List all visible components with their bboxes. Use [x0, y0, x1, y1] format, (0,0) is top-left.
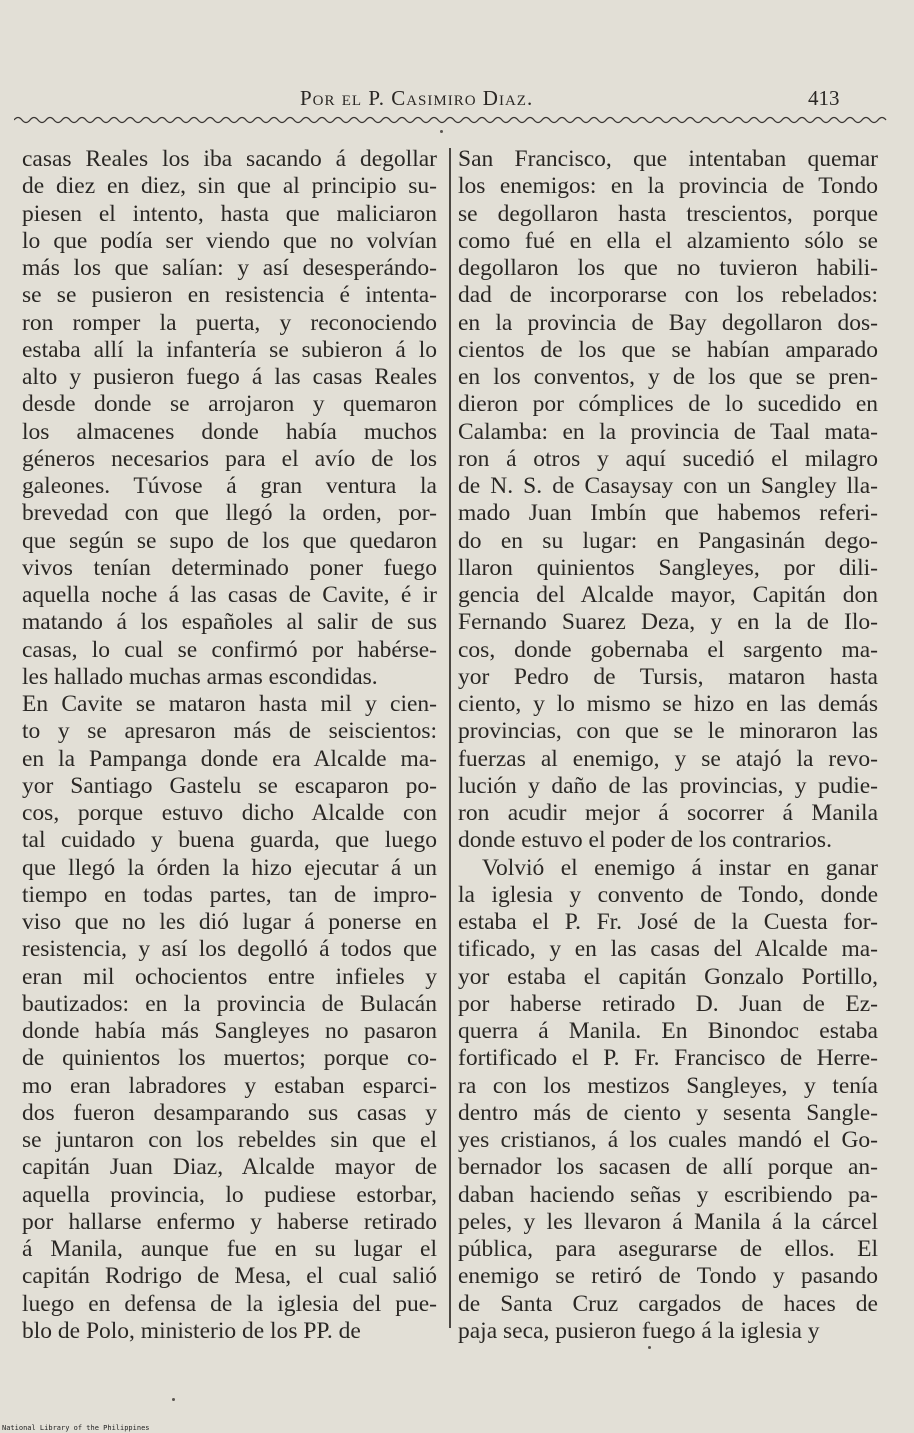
text-line: casas Reales los iba sacando á degollar — [22, 146, 437, 172]
text-line: bernador los sacasen de allí porque an- — [458, 1154, 878, 1181]
text-line: se degollaron hasta trescientos, porque — [458, 200, 878, 227]
text-line: brevedad con que llegó la orden, por- — [22, 500, 437, 527]
text-line: ron romper la puerta, y reconociendo — [22, 309, 437, 336]
text-line: aquella noche á las casas de Cavite, é ir — [22, 582, 437, 608]
text-line: ra con los mestizos Sangleyes, y tenía — [458, 1072, 878, 1099]
text-line: Calamba: en la provincia de Taal mata- — [458, 418, 878, 445]
text-line: de Santa Cruz cargados de haces de — [458, 1290, 878, 1317]
running-header: Por el P. Casimiro Diaz. — [300, 86, 534, 110]
text-line: ron á otros y aquí sucedió el milagro — [458, 445, 878, 472]
text-line: más los que salían: y así desesperándo- — [22, 255, 437, 281]
text-line: peles, y les llevaron á Manila á la cárcel — [458, 1208, 878, 1235]
text-line: en la provincia de Bay degollaron dos- — [458, 309, 878, 336]
text-line: los almacenes donde había muchos — [22, 418, 437, 445]
text-line: á Manila, aunque fue en su lugar el — [22, 1236, 437, 1262]
text-line: tal cuidado y buena guarda, que luego — [22, 827, 437, 854]
column-divider — [449, 148, 451, 1328]
text-line: mado Juan Imbín que habemos referi- — [458, 500, 878, 527]
text-line: matando á los españoles al salir de sus — [22, 609, 437, 636]
text-line: do en su lugar: en Pangasinán dego- — [458, 527, 878, 554]
text-line: donde había más Sangleyes no pasaron — [22, 1018, 437, 1044]
text-line: que según se supo de los que quedaron — [22, 527, 437, 554]
text-line: de diez en diez, sin que al principio su- — [22, 173, 437, 200]
text-line: estaba el P. Fr. José de la Cuesta for- — [458, 909, 878, 935]
text-line: degollaron los que no tuvieron habili- — [458, 255, 878, 281]
print-speck — [440, 130, 443, 133]
text-line: por hallarse enfermo y haberse retirado — [22, 1208, 437, 1235]
text-line: piesen el intento, hasta que maliciaron — [22, 200, 437, 227]
text-line: capitán Juan Diaz, Alcalde mayor de — [22, 1154, 437, 1181]
text-line: dentro más de ciento y sesenta Sangle- — [458, 1099, 878, 1126]
text-line: viso que no les dió lugar á ponerse en — [22, 909, 437, 935]
page-number: 413 — [808, 86, 840, 110]
text-line: blo de Polo, ministerio de los PP. de — [22, 1317, 361, 1344]
text-line: yor estaba el capitán Gonzalo Portillo, — [458, 963, 878, 990]
text-line: dad de incorporarse con los rebelados: — [458, 282, 878, 309]
text-line: de quinientos los muertos; porque co- — [22, 1045, 437, 1072]
text-line: resistencia, y así los degolló á todos que — [22, 936, 437, 963]
text-line: en la Pampanga donde era Alcalde ma- — [22, 745, 437, 772]
print-speck — [648, 1346, 651, 1349]
text-line: se se pusieron en resistencia é intenta- — [22, 282, 437, 309]
text-line: mo eran labradores y estaban esparci- — [22, 1072, 437, 1099]
text-line: lo que podía ser viendo que no volvían — [22, 227, 437, 254]
text-line: gencia del Alcalde mayor, Capitán don — [458, 582, 878, 608]
text-line: daban haciendo señas y escribiendo pa- — [458, 1181, 878, 1208]
text-line: yor Pedro de Tursis, mataron hasta — [458, 663, 878, 690]
text-line: lución y daño de las provincias, y pudie- — [458, 772, 878, 799]
text-line: galeones. Túvose á gran ventura la — [22, 473, 437, 499]
text-line: cos, donde gobernaba el sargento ma- — [458, 636, 878, 663]
text-line: ciento, y lo mismo se hizo en las demás — [458, 691, 878, 717]
text-line: casas, lo cual se confirmó por habérse- — [22, 636, 437, 663]
text-line: querra á Manila. En Binondoc estaba — [458, 1018, 878, 1044]
text-line: desde donde se arrojaron y quemaron — [22, 391, 437, 418]
text-column-left — [22, 146, 437, 1345]
text-line: to y se apresaron más de seiscientos: — [22, 718, 437, 745]
text-line: dieron por cómplices de lo sucedido en — [458, 391, 878, 418]
ornamental-rule — [14, 112, 890, 126]
text-line: bautizados: en la provincia de Bulacán — [22, 990, 437, 1017]
text-line: Fernando Suarez Deza, y en la de Ilo- — [458, 609, 878, 636]
text-line: se juntaron con los rebeldes sin que el — [22, 1127, 437, 1153]
text-line: capitán Rodrigo de Mesa, el cual salió — [22, 1263, 437, 1290]
text-line: donde estuvo el poder de los contrarios. — [458, 827, 832, 854]
text-line: fuerzas al enemigo, y se atajó la revo- — [458, 745, 878, 772]
text-line: cientos de los que se habían amparado — [458, 336, 878, 363]
text-line: ron acudir mejor á socorrer á Manila — [458, 800, 878, 826]
text-line: yor Santiago Gastelu se escaparon po- — [22, 772, 437, 799]
text-line: alto y pusieron fuego á las casas Reales — [22, 364, 437, 390]
text-line: dos fueron desamparando sus casas y — [22, 1099, 437, 1126]
text-line: provincias, con que se le minoraron las — [458, 718, 878, 745]
text-line: como fué en ella el alzamiento sólo se — [458, 227, 878, 254]
text-line: luego en defensa de la iglesia del pue- — [22, 1290, 437, 1317]
text-line: les hallado muchas armas escondidas. — [22, 663, 378, 690]
text-line: vivos tenían determinado poner fuego — [22, 554, 437, 581]
text-column-right — [458, 146, 878, 1345]
text-line: fortificado el P. Fr. Francisco de Herre- — [458, 1045, 878, 1072]
print-speck — [172, 1398, 175, 1401]
text-line: en los conventos, y de los que se pren- — [458, 364, 878, 390]
text-line: tiempo en todas partes, tan de impro- — [22, 881, 437, 908]
text-line: de N. S. de Casaysay con un Sangley lla- — [458, 473, 878, 499]
text-line: que llegó la órden la hizo ejecutar á un — [22, 854, 437, 881]
text-line: aquella provincia, lo pudiese estorbar, — [22, 1181, 437, 1208]
text-line: En Cavite se mataron hasta mil y cien- — [22, 691, 437, 717]
text-line: eran mil ochocientos entre infieles y — [22, 963, 437, 990]
text-line: tificado, y en las casas del Alcalde ma- — [458, 936, 878, 963]
text-line: paja seca, pusieron fuego á la iglesia y — [458, 1317, 820, 1344]
text-line: los enemigos: en la provincia de Tondo — [458, 173, 878, 200]
text-line: Volvió el enemigo á instar en ganar — [482, 854, 878, 881]
text-line: llaron quinientos Sangleyes, por dili- — [458, 554, 878, 581]
text-line: cos, porque estuvo dicho Alcalde con — [22, 800, 437, 826]
text-line: por haberse retirado D. Juan de Ez- — [458, 990, 878, 1017]
text-line: estaba allí la infantería se subieron á lo — [22, 336, 437, 363]
text-line: pública, para asegurarse de ellos. El — [458, 1236, 878, 1262]
text-line: enemigo se retiró de Tondo y pasando — [458, 1263, 878, 1290]
text-line: San Francisco, que intentaban quemar — [458, 146, 878, 172]
text-line: la iglesia y convento de Tondo, donde — [458, 881, 878, 908]
library-credit: National Library of the Philippines — [2, 1424, 150, 1432]
text-line: géneros necesarios para el avío de los — [22, 445, 437, 472]
text-line: yes cristianos, á los cuales mandó el Go- — [458, 1127, 878, 1153]
